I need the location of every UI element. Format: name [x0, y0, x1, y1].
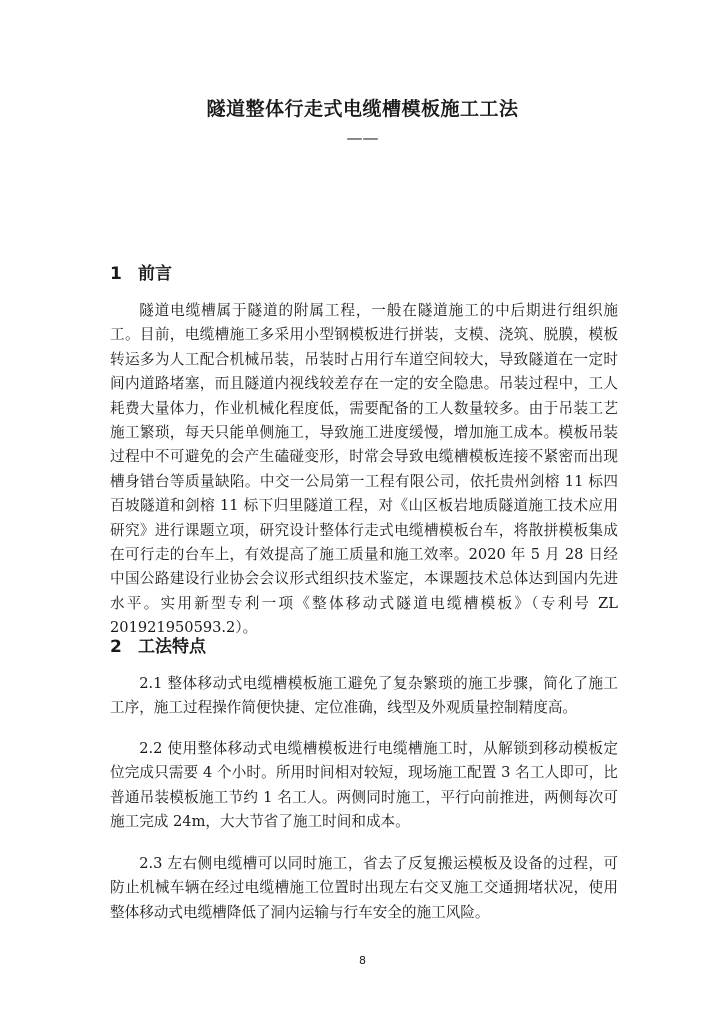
section-heading-preface — [110, 259, 172, 284]
paragraph-feature-2-3: 2.3 左右侧电缆槽可以同时施工，省去了反复搬运模板及设备的过程，可防止机械车辆在经过电缆槽施工位置时出现左右交叉施工交通拥堵状况，使用整体移动式电缆槽降低了洞内运输与行车安全的施工风险。 — [110, 855, 618, 921]
document-subtitle: —— — [346, 128, 379, 147]
section-title: 前言 — [138, 264, 172, 284]
paragraph-feature-2-2: 2.2 使用整体移动式电缆槽模板进行电缆槽施工时，从解锁到移动模板定位完成只需要 4 个小时。所用时间相对较短，现场施工配置 3 名工人即可，比普通吊装模板施工节约 1 名工人。两侧同时施工，平行向前推进，两侧每次可施工完成 24m，大大节省了施工时间和成本。 — [110, 740, 618, 831]
section-number: 2 — [110, 637, 122, 657]
section-title: 工法特点 — [138, 637, 206, 657]
document-title: 隧道整体行走式电缆槽模板施工工法 — [206, 98, 519, 120]
paragraph-preface: 隧道电缆槽属于隧道的附属工程，一般在隧道施工的中后期进行组织施工。目前，电缆槽施工多采用小型钢模板进行拼装，支模、浇筑、脱膜，模板转运多为人工配合机械吊装，吊装时占用行车道空间较大，导致隧道在一定时间内道路堵塞，而且隧道内视线较差存在一定的安全隐患。吊装过程中，工人耗费大量体力，作业机械化程度低，需要配备的工人数量较多。由于吊装工艺施工繁琐，每天只能单侧施工，导致施工进度缓慢，增加施工成本。模板吊装过程中不可避免的会产生磕碰变形，时常会导致电缆槽模板连接不紧密而出现槽身错台等质量缺陷。中交一公局第一工程有限公司，依托贵州剑榕 11 标四百坡隧道和剑榕 11 标下归里隧道工程，对《山区板岩地质隧道施工技术应用研究》进行课题立项，研究设计整体行走式电缆槽模板台车，将散拼模板集成在可行走的台车上，有效提高了施工质量和施工效率。2020 年 5 月 28 日经中国公路建设行业协会会议形式组织技术鉴定，本课题技术总体达到国内先进水平。实用新型专利一项《整体移动式隧道电缆槽模板》（专利号 ZL 201921950593.2）。 — [110, 302, 618, 637]
section-number: 1 — [110, 264, 122, 284]
section-heading-features — [110, 632, 206, 657]
page-number: 8 — [359, 954, 366, 967]
paragraph-feature-2-1: 2.1 整体移动式电缆槽模板施工避免了复杂繁琐的施工步骤，简化了施工工序，施工过程操作简便快捷、定位准确，线型及外观质量控制精度高。 — [110, 675, 618, 717]
